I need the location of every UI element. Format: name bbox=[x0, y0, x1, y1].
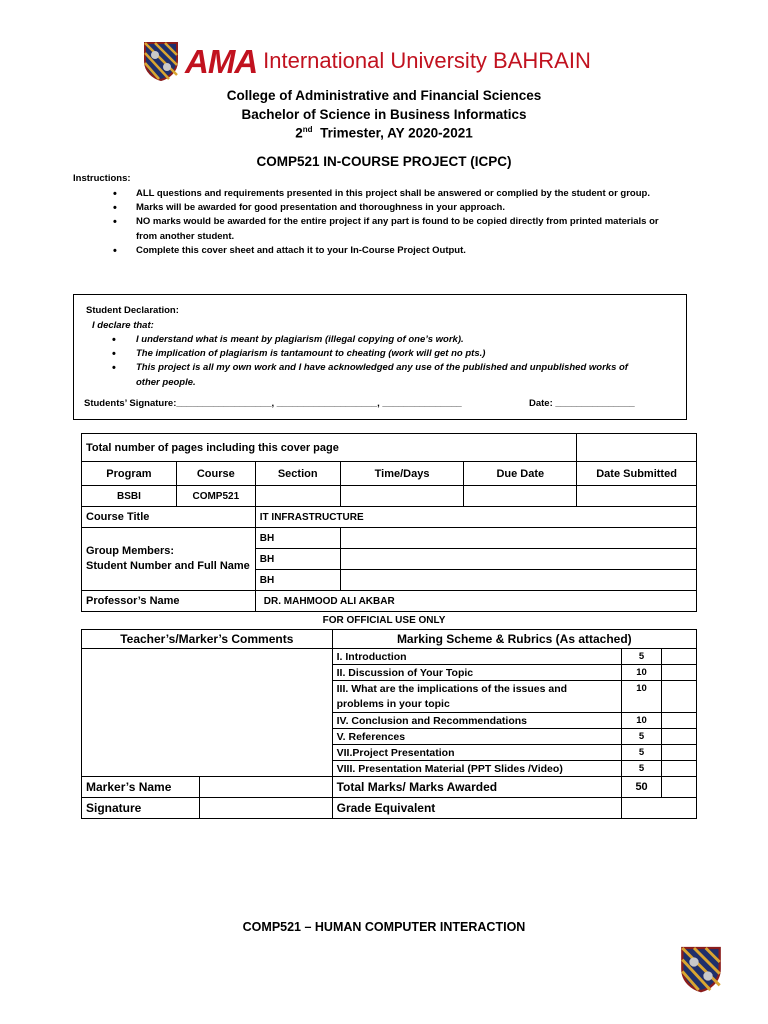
rubric-item-points: 5 bbox=[622, 761, 662, 777]
logo-ama-text: AMA bbox=[185, 42, 258, 80]
rubric-item-label: V. References bbox=[332, 729, 621, 745]
program-value: BSBI bbox=[82, 486, 177, 507]
header-time-days: Time/Days bbox=[340, 462, 464, 486]
total-marks-label: Total Marks/ Marks Awarded bbox=[332, 777, 621, 798]
total-marks-awarded[interactable] bbox=[662, 777, 697, 798]
rubric-item-label: I. Introduction bbox=[332, 649, 621, 665]
course-title-value: IT INFRASTRUCTURE bbox=[255, 507, 696, 528]
declaration-item: • This project is all my own work and I have acknowledged any use of the published and unpublished works of other people. bbox=[112, 361, 652, 389]
due-date-input[interactable] bbox=[464, 486, 577, 507]
instruction-item: • ALL questions and requirements presented in this project shall be answered or complied by the student or group. bbox=[110, 187, 670, 201]
rubric-item-awarded[interactable] bbox=[662, 713, 697, 729]
section-input[interactable] bbox=[255, 486, 340, 507]
declaration-title: Student Declaration: bbox=[86, 305, 179, 316]
header-course: Course bbox=[176, 462, 255, 486]
signature-label: Signature bbox=[82, 798, 200, 819]
signature-input[interactable] bbox=[199, 798, 332, 819]
time-days-input[interactable] bbox=[340, 486, 464, 507]
rubric-item-awarded[interactable] bbox=[662, 665, 697, 681]
header-program: Program bbox=[82, 462, 177, 486]
member-2-id[interactable]: BH bbox=[255, 549, 340, 570]
rubric-item-label: IV. Conclusion and Recommendations bbox=[332, 713, 621, 729]
rubric-item-points: 10 bbox=[622, 665, 662, 681]
rubric-item-awarded[interactable] bbox=[662, 745, 697, 761]
member-3-name[interactable] bbox=[340, 570, 696, 591]
trimester-text: Trimester, AY 2020-2021 bbox=[320, 125, 473, 141]
university-shield-icon bbox=[143, 41, 179, 81]
project-title: COMP521 IN-COURSE PROJECT (ICPC) bbox=[256, 154, 512, 169]
total-pages-label: Total number of pages including this cover page bbox=[82, 434, 577, 462]
rubric-item-label: VIII. Presentation Material (PPT Slides /Video) bbox=[332, 761, 621, 777]
rubric-item-label: III. What are the implications of the issues and problems in your topic bbox=[332, 681, 621, 713]
marker-comments-area[interactable] bbox=[82, 649, 333, 777]
date-submitted-input[interactable] bbox=[577, 486, 697, 507]
grade-equivalent-input[interactable] bbox=[622, 798, 697, 819]
rubric-item-awarded[interactable] bbox=[662, 681, 697, 713]
rubric-item-points: 10 bbox=[622, 713, 662, 729]
rubric-header: Marking Scheme & Rubrics (As attached) bbox=[332, 630, 696, 649]
professor-value: DR. MAHMOOD ALI AKBAR bbox=[255, 591, 696, 612]
footer-course-title: COMP521 – HUMAN COMPUTER INTERACTION bbox=[242, 920, 526, 934]
total-pages-input[interactable] bbox=[577, 434, 697, 462]
logo-university-text: International University BAHRAIN bbox=[263, 48, 591, 73]
instructions-title: Instructions: bbox=[73, 173, 131, 184]
trimester-suffix: nd bbox=[302, 125, 313, 134]
member-3-id[interactable]: BH bbox=[255, 570, 340, 591]
declaration-item: • I understand what is meant by plagiarism (illegal copying of one’s work). bbox=[112, 333, 652, 347]
rubric-item-awarded[interactable] bbox=[662, 649, 697, 665]
instruction-item: • Complete this cover sheet and attach it to your In-Course Project Output. bbox=[110, 244, 670, 258]
marker-name-label: Marker’s Name bbox=[82, 777, 200, 798]
declaration-item: • The implication of plagiarism is tantamount to cheating (work will get no pts.) bbox=[112, 347, 652, 361]
course-title-label: Course Title bbox=[82, 507, 256, 528]
declaration-list bbox=[112, 333, 652, 390]
rubric-item-awarded[interactable] bbox=[662, 729, 697, 745]
trimester-line bbox=[0, 125, 768, 141]
university-logo bbox=[143, 40, 591, 82]
member-1-id[interactable]: BH bbox=[255, 528, 340, 549]
rubric-item-label: II. Discussion of Your Topic bbox=[332, 665, 621, 681]
footer-shield-icon bbox=[680, 945, 722, 993]
total-marks-points: 50 bbox=[622, 777, 662, 798]
header-due-date: Due Date bbox=[464, 462, 577, 486]
trimester-number: 2 bbox=[295, 125, 303, 141]
declaration-subtitle: I declare that: bbox=[92, 320, 154, 331]
rubric-item-points: 10 bbox=[622, 681, 662, 713]
instructions-list bbox=[110, 187, 670, 258]
member-2-name[interactable] bbox=[340, 549, 696, 570]
header-section: Section bbox=[255, 462, 340, 486]
rubric-item-awarded[interactable] bbox=[662, 761, 697, 777]
instruction-item: • Marks will be awarded for good presentation and thoroughness in your approach. bbox=[110, 201, 670, 215]
official-use-title: FOR OFFICIAL USE ONLY bbox=[322, 615, 446, 626]
instruction-item: • NO marks would be awarded for the entire project if any part is found to be copied directly from printed materials or from another student. bbox=[110, 215, 670, 243]
course-value: COMP521 bbox=[176, 486, 255, 507]
comments-header: Teacher’s/Marker’s Comments bbox=[82, 630, 333, 649]
member-1-name[interactable] bbox=[340, 528, 696, 549]
rubric-item-label: VII.Project Presentation bbox=[332, 745, 621, 761]
program-name: Bachelor of Science in Business Informatics bbox=[241, 107, 527, 122]
college-name: College of Administrative and Financial Sciences bbox=[226, 88, 542, 103]
marking-table bbox=[81, 629, 697, 819]
student-declaration-box bbox=[73, 294, 687, 420]
group-members-label: Group Members: Student Number and Full Name bbox=[82, 528, 256, 591]
marker-name-input[interactable] bbox=[199, 777, 332, 798]
rubric-item-points: 5 bbox=[622, 745, 662, 761]
student-signature-field[interactable]: Students’ Signature:__________________, ___________________, _______________ bbox=[84, 398, 462, 409]
project-info-table bbox=[81, 433, 697, 612]
header-date-submitted: Date Submitted bbox=[577, 462, 697, 486]
grade-equivalent-label: Grade Equivalent bbox=[332, 798, 621, 819]
professor-label: Professor’s Name bbox=[82, 591, 256, 612]
declaration-date-field[interactable]: Date: _______________ bbox=[529, 398, 635, 409]
rubric-item-points: 5 bbox=[622, 649, 662, 665]
rubric-item-points: 5 bbox=[622, 729, 662, 745]
